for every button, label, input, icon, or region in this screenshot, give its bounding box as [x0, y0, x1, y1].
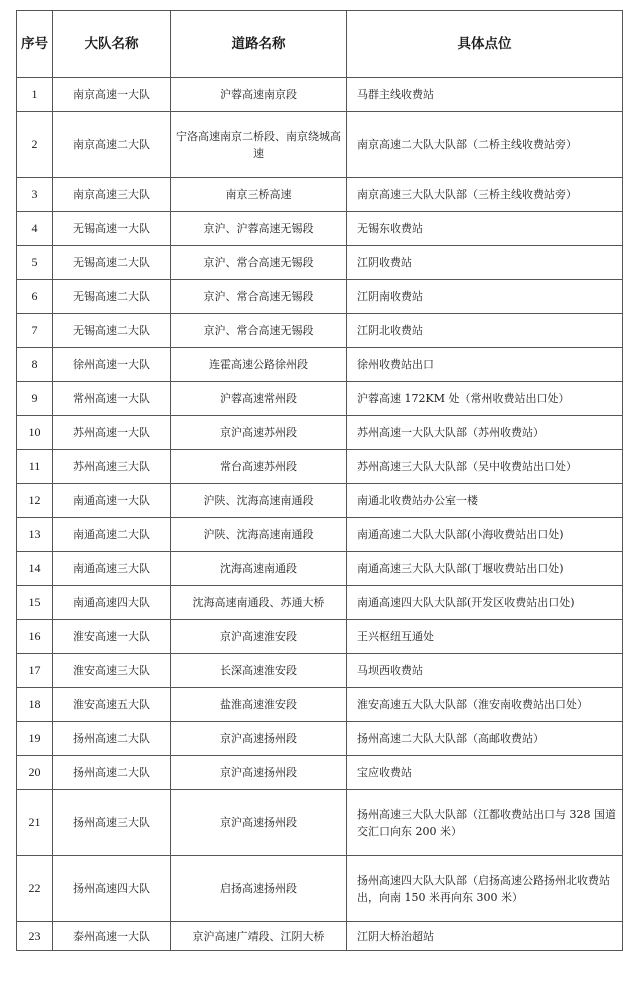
row-road: 常台高速苏州段: [171, 450, 347, 484]
header-row: [17, 11, 623, 78]
checkpoint-table: [16, 10, 623, 951]
table-row: [17, 314, 623, 348]
row-road: 连霍高速公路徐州段: [171, 348, 347, 382]
header-location: 具体点位: [347, 11, 623, 78]
row-location: 江阴收费站: [347, 246, 623, 280]
table-row: [17, 280, 623, 314]
row-location: 苏州高速一大队大队部（苏州收费站）: [347, 416, 623, 450]
row-road: 启扬高速扬州段: [171, 856, 347, 922]
row-location: 南通高速三大队大队部(丁堰收费站出口处): [347, 552, 623, 586]
row-road: 宁洛高速南京二桥段、南京绕城高速: [171, 112, 347, 178]
row-road: 沪陕、沈海高速南通段: [171, 484, 347, 518]
row-brigade: 徐州高速一大队: [53, 348, 171, 382]
table-row: [17, 112, 623, 178]
row-location: 徐州收费站出口: [347, 348, 623, 382]
table-row: [17, 688, 623, 722]
row-road: 京沪高速扬州段: [171, 790, 347, 856]
row-brigade: 扬州高速四大队: [53, 856, 171, 922]
table-row: [17, 416, 623, 450]
table-row: [17, 382, 623, 416]
row-index: 9: [17, 382, 53, 416]
table-row: [17, 178, 623, 212]
row-brigade: 苏州高速一大队: [53, 416, 171, 450]
row-road: 京沪、常合高速无锡段: [171, 280, 347, 314]
row-brigade: 扬州高速二大队: [53, 756, 171, 790]
row-brigade: 淮安高速五大队: [53, 688, 171, 722]
header-index: 序号: [17, 11, 53, 78]
row-brigade: 淮安高速三大队: [53, 654, 171, 688]
table-row: [17, 856, 623, 922]
row-road: 京沪、常合高速无锡段: [171, 246, 347, 280]
row-brigade: 苏州高速三大队: [53, 450, 171, 484]
row-brigade: 扬州高速三大队: [53, 790, 171, 856]
row-brigade: 淮安高速一大队: [53, 620, 171, 654]
row-location: 淮安高速五大队大队部（淮安南收费站出口处）: [347, 688, 623, 722]
row-index: 4: [17, 212, 53, 246]
table-row: [17, 484, 623, 518]
table-row: [17, 620, 623, 654]
table-row: [17, 756, 623, 790]
row-road: 沪蓉高速常州段: [171, 382, 347, 416]
row-location: 南京高速二大队大队部（二桥主线收费站旁）: [347, 112, 623, 178]
row-road: 南京三桥高速: [171, 178, 347, 212]
row-index: 7: [17, 314, 53, 348]
table-row: [17, 518, 623, 552]
row-brigade: 南通高速二大队: [53, 518, 171, 552]
row-location: 南通高速四大队大队部(开发区收费站出口处): [347, 586, 623, 620]
row-location: 扬州高速三大队大队部（江都收费站出口与 328 国道交汇口向东 200 米）: [347, 790, 623, 856]
row-road: 京沪、常合高速无锡段: [171, 314, 347, 348]
row-index: 15: [17, 586, 53, 620]
row-index: 18: [17, 688, 53, 722]
row-location: 宝应收费站: [347, 756, 623, 790]
row-brigade: 无锡高速一大队: [53, 212, 171, 246]
table-row: [17, 450, 623, 484]
row-location: 南京高速三大队大队部（三桥主线收费站旁）: [347, 178, 623, 212]
row-brigade: 常州高速一大队: [53, 382, 171, 416]
row-brigade: 泰州高速一大队: [53, 922, 171, 951]
row-brigade: 南京高速一大队: [53, 78, 171, 112]
row-index: 10: [17, 416, 53, 450]
header-brigade: 大队名称: [53, 11, 171, 78]
row-location: 扬州高速二大队大队部（高邮收费站）: [347, 722, 623, 756]
row-index: 23: [17, 922, 53, 951]
row-index: 16: [17, 620, 53, 654]
row-index: 22: [17, 856, 53, 922]
row-location: 沪蓉高速 172KM 处（常州收费站出口处）: [347, 382, 623, 416]
row-index: 2: [17, 112, 53, 178]
row-brigade: 无锡高速二大队: [53, 280, 171, 314]
row-brigade: 扬州高速二大队: [53, 722, 171, 756]
row-index: 11: [17, 450, 53, 484]
row-index: 17: [17, 654, 53, 688]
row-road: 长深高速淮安段: [171, 654, 347, 688]
row-location: 苏州高速三大队大队部（吴中收费站出口处）: [347, 450, 623, 484]
row-road: 京沪高速淮安段: [171, 620, 347, 654]
row-road: 京沪高速广靖段、江阴大桥: [171, 922, 347, 951]
row-road: 京沪高速扬州段: [171, 756, 347, 790]
table-row: [17, 78, 623, 112]
row-index: 6: [17, 280, 53, 314]
table-row: [17, 586, 623, 620]
row-location: 马群主线收费站: [347, 78, 623, 112]
table-row: [17, 246, 623, 280]
row-location: 南通北收费站办公室一楼: [347, 484, 623, 518]
table-row: [17, 722, 623, 756]
row-index: 14: [17, 552, 53, 586]
row-road: 沪陕、沈海高速南通段: [171, 518, 347, 552]
row-brigade: 南通高速一大队: [53, 484, 171, 518]
row-road: 沈海高速南通段、苏通大桥: [171, 586, 347, 620]
row-brigade: 南通高速三大队: [53, 552, 171, 586]
row-index: 5: [17, 246, 53, 280]
row-index: 3: [17, 178, 53, 212]
row-index: 19: [17, 722, 53, 756]
row-location: 扬州高速四大队大队部（启扬高速公路扬州北收费站出，向南 150 米再向东 300 米）: [347, 856, 623, 922]
header-road: 道路名称: [171, 11, 347, 78]
row-index: 1: [17, 78, 53, 112]
table-row: [17, 212, 623, 246]
row-location: 南通高速二大队大队部(小海收费站出口处): [347, 518, 623, 552]
row-road: 沈海高速南通段: [171, 552, 347, 586]
row-brigade: 南通高速四大队: [53, 586, 171, 620]
table-row: [17, 552, 623, 586]
row-brigade: 南京高速三大队: [53, 178, 171, 212]
table-row: [17, 348, 623, 382]
table-body: [17, 78, 623, 951]
row-location: 江阴南收费站: [347, 280, 623, 314]
row-brigade: 无锡高速二大队: [53, 314, 171, 348]
row-brigade: 无锡高速二大队: [53, 246, 171, 280]
table-row: [17, 654, 623, 688]
row-road: 京沪高速苏州段: [171, 416, 347, 450]
row-road: 沪蓉高速南京段: [171, 78, 347, 112]
row-index: 20: [17, 756, 53, 790]
row-index: 13: [17, 518, 53, 552]
row-road: 盐淮高速淮安段: [171, 688, 347, 722]
row-road: 京沪高速扬州段: [171, 722, 347, 756]
row-location: 江阴北收费站: [347, 314, 623, 348]
row-location: 王兴枢纽互通处: [347, 620, 623, 654]
row-index: 12: [17, 484, 53, 518]
row-location: 马坝西收费站: [347, 654, 623, 688]
table-row: [17, 790, 623, 856]
row-brigade: 南京高速二大队: [53, 112, 171, 178]
row-location: 无锡东收费站: [347, 212, 623, 246]
row-road: 京沪、沪蓉高速无锡段: [171, 212, 347, 246]
row-index: 8: [17, 348, 53, 382]
table-row: [17, 922, 623, 951]
row-index: 21: [17, 790, 53, 856]
row-location: 江阴大桥治超站: [347, 922, 623, 951]
